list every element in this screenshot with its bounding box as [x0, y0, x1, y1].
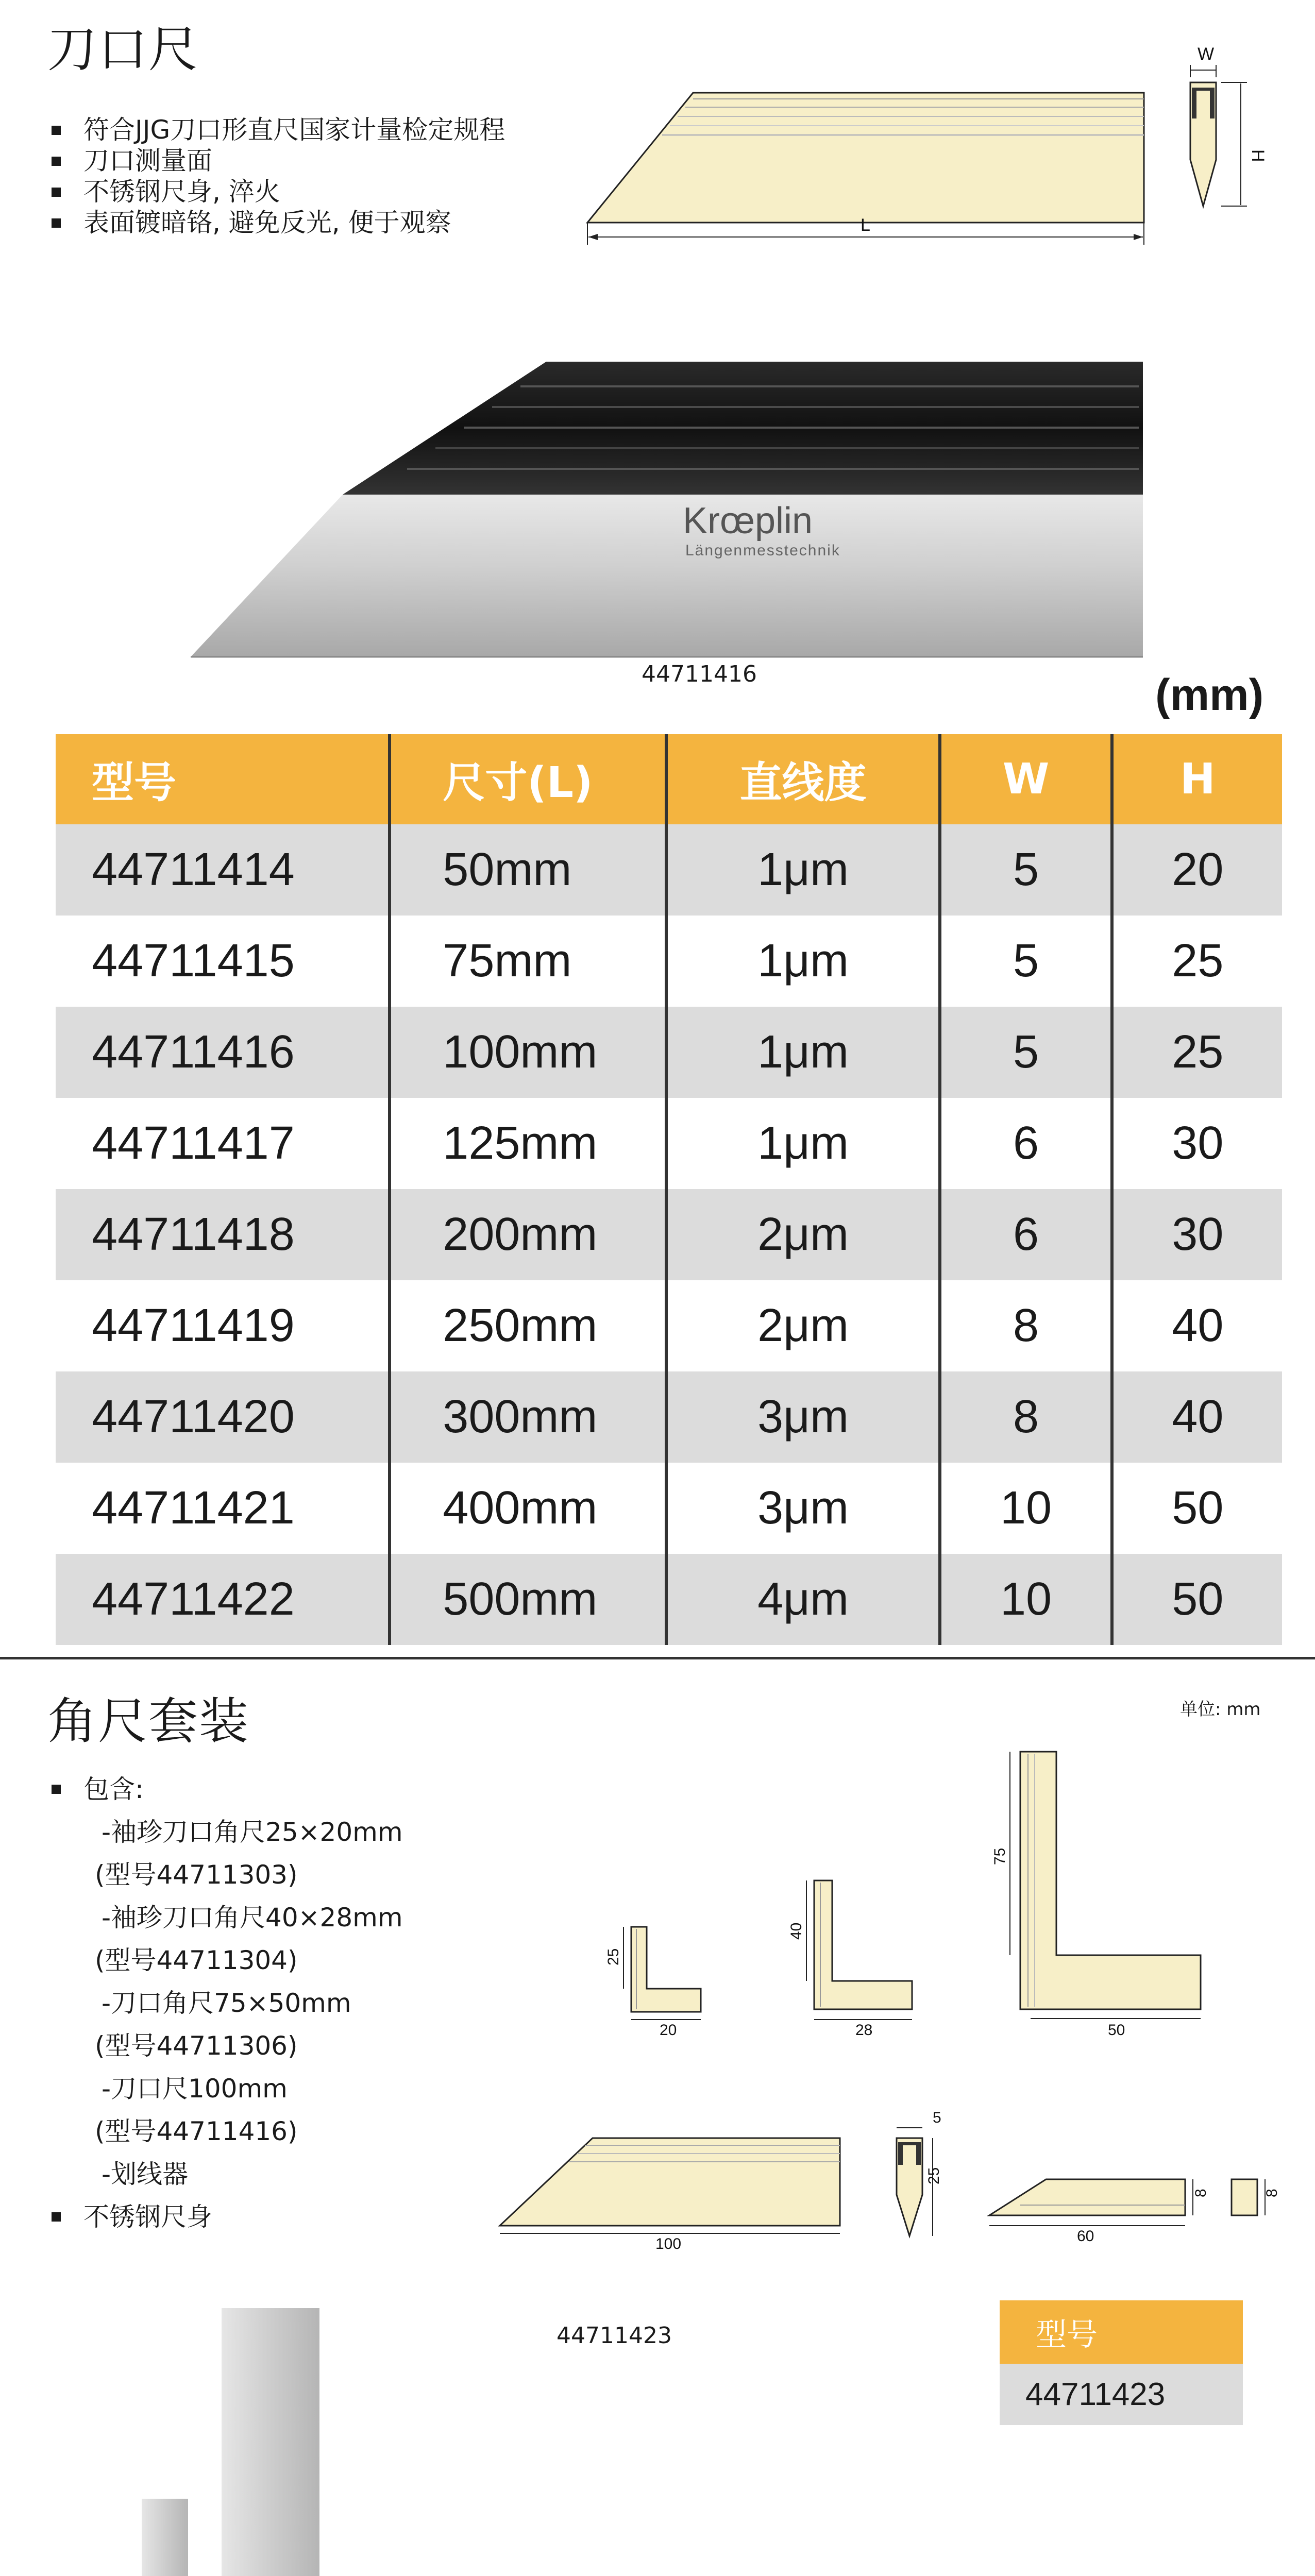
cell-h: 25: [1110, 916, 1282, 1007]
cell-straightness: 3μm: [665, 1463, 939, 1554]
table-row: [56, 1371, 1282, 1463]
cell-h: 40: [1110, 1280, 1282, 1371]
dim-edge-w: 5: [933, 2109, 941, 2126]
cell-h: 40: [1110, 1371, 1282, 1463]
cell-straightness: 1μm: [665, 824, 939, 916]
content-item: -袖珍刀口角尺40×28mm: [102, 1903, 403, 1933]
cell-w: 5: [938, 1007, 1110, 1098]
cell-model: 44711414: [92, 844, 295, 895]
model-value: 44711423: [1000, 2364, 1243, 2425]
header-straightness: 直线度: [665, 734, 939, 824]
cell-straightness: 1μm: [665, 1098, 939, 1189]
cell-model: 44711415: [92, 935, 295, 987]
table-row: [56, 1098, 1282, 1189]
cell-h: 25: [1110, 1007, 1282, 1098]
header-w: W: [938, 734, 1110, 824]
table-row: [56, 916, 1282, 1007]
cell-straightness: 3μm: [665, 1371, 939, 1463]
cell-h: 50: [1110, 1463, 1282, 1554]
square-large-diagram: [979, 1741, 1211, 2040]
unit-label: (mm): [1155, 670, 1264, 720]
scriber-diagram: [979, 2169, 1309, 2257]
cell-h: 30: [1110, 1189, 1282, 1280]
brand-subtitle: Längenmesstechnik: [685, 542, 840, 559]
cell-model: 44711420: [92, 1391, 295, 1443]
cell-h: 50: [1110, 1554, 1282, 1645]
dim-sq2-w: 28: [855, 2022, 873, 2039]
contains-label: 包含:: [47, 1768, 403, 1811]
cell-w: 10: [938, 1554, 1110, 1645]
cell-size: 400mm: [388, 1463, 664, 1554]
dim-sq3-h: 75: [991, 1848, 1008, 1865]
feature-item: 刀口测量面: [47, 145, 505, 176]
section1-title: 刀口尺: [47, 21, 199, 78]
length-label: L: [861, 215, 870, 235]
dim-scriber-l: 60: [1077, 2228, 1094, 2245]
set-caption: 44711423: [557, 2323, 672, 2349]
table-row: [56, 1463, 1282, 1554]
cell-w: 5: [938, 824, 1110, 916]
contents-list: [47, 1768, 403, 2239]
dim-scriber-end: 8: [1263, 2189, 1280, 2197]
width-label: W: [1198, 44, 1215, 64]
content-item: (型号44711306): [95, 2031, 298, 2061]
spec-table: [56, 734, 1282, 1645]
cell-w: 10: [938, 1463, 1110, 1554]
cell-straightness: 2μm: [665, 1280, 939, 1371]
cell-straightness: 4μm: [665, 1554, 939, 1645]
dim-sq1-h: 25: [605, 1948, 622, 1965]
feature-item: 表面镀暗铬, 避免反光, 便于观察: [47, 207, 505, 238]
content-item: -刀口尺100mm: [102, 2074, 288, 2104]
brand-logo: Krœplin: [683, 500, 813, 541]
header-h: H: [1110, 734, 1282, 824]
photo-caption: 44711416: [642, 661, 757, 687]
cell-w: 5: [938, 916, 1110, 1007]
feature-item: 符合JJG刀口形直尺国家计量检定规程: [47, 114, 505, 145]
cell-model: 44711422: [92, 1573, 295, 1625]
cell-h: 30: [1110, 1098, 1282, 1189]
dim-scriber-h: 8: [1192, 2189, 1209, 2197]
table-row: [56, 824, 1282, 916]
cell-model: 44711421: [92, 1482, 295, 1534]
content-item: -刀口角尺75×50mm: [102, 1988, 351, 2018]
table-row: [56, 1280, 1282, 1371]
section-divider: [0, 1657, 1315, 1659]
dim-edge-l: 100: [655, 2235, 682, 2252]
cross-section-diagram: [1175, 41, 1268, 211]
dim-sq3-w: 50: [1108, 2022, 1125, 2039]
table-header: [56, 734, 1282, 824]
squares-photo: [57, 2308, 551, 2576]
model-header: 型号: [1000, 2300, 1243, 2364]
content-item: (型号44711304): [95, 1945, 298, 1975]
square-medium-diagram: [783, 1870, 938, 2040]
cell-size: 125mm: [388, 1098, 664, 1189]
cell-size: 500mm: [388, 1554, 664, 1645]
unit-note: 单位: mm: [1180, 1699, 1261, 1720]
straightedge-photo: [191, 355, 1149, 659]
straightedge-diagram: [582, 82, 1154, 247]
cell-size: 200mm: [388, 1189, 664, 1280]
cell-w: 6: [938, 1098, 1110, 1189]
model-box: [1000, 2300, 1243, 2425]
edge-100-diagram: [490, 2128, 850, 2262]
table-row: [56, 1189, 1282, 1280]
cell-model: 44711419: [92, 1300, 295, 1351]
dim-sq2-h: 40: [788, 1922, 805, 1940]
dim-edge-h: 25: [925, 2167, 942, 2184]
content-item: -袖珍刀口角尺25×20mm: [102, 1817, 403, 1847]
cell-size: 75mm: [388, 916, 664, 1007]
content-item: (型号44711303): [95, 1860, 298, 1890]
feature-list: [47, 114, 505, 238]
cell-w: 8: [938, 1371, 1110, 1463]
cell-size: 250mm: [388, 1280, 664, 1371]
cell-model: 44711417: [92, 1117, 295, 1169]
cell-straightness: 1μm: [665, 916, 939, 1007]
cell-model: 44711418: [92, 1209, 295, 1260]
feature-item: 不锈钢尺身, 淬火: [47, 176, 505, 207]
edge-section-diagram: [881, 2107, 964, 2246]
cell-w: 6: [938, 1189, 1110, 1280]
table-row: [56, 1007, 1282, 1098]
content-item: -划线器: [102, 2159, 189, 2189]
section2-title: 角尺套装: [47, 1692, 249, 1750]
table-row: [56, 1554, 1282, 1645]
cell-straightness: 1μm: [665, 1007, 939, 1098]
content-item: (型号44711416): [95, 2116, 298, 2146]
header-size: 尺寸(L): [388, 734, 664, 824]
cell-h: 20: [1110, 824, 1282, 916]
cell-size: 50mm: [388, 824, 664, 916]
cell-size: 100mm: [388, 1007, 664, 1098]
cell-w: 8: [938, 1280, 1110, 1371]
cell-size: 300mm: [388, 1371, 664, 1463]
dim-sq1-w: 20: [660, 2022, 677, 2039]
height-label: H: [1248, 149, 1268, 162]
square-small-diagram: [603, 1917, 721, 2040]
body-note: 不锈钢尺身: [47, 2196, 403, 2239]
cell-straightness: 2μm: [665, 1189, 939, 1280]
header-model: 型号: [92, 758, 177, 807]
cell-model: 44711416: [92, 1026, 295, 1078]
